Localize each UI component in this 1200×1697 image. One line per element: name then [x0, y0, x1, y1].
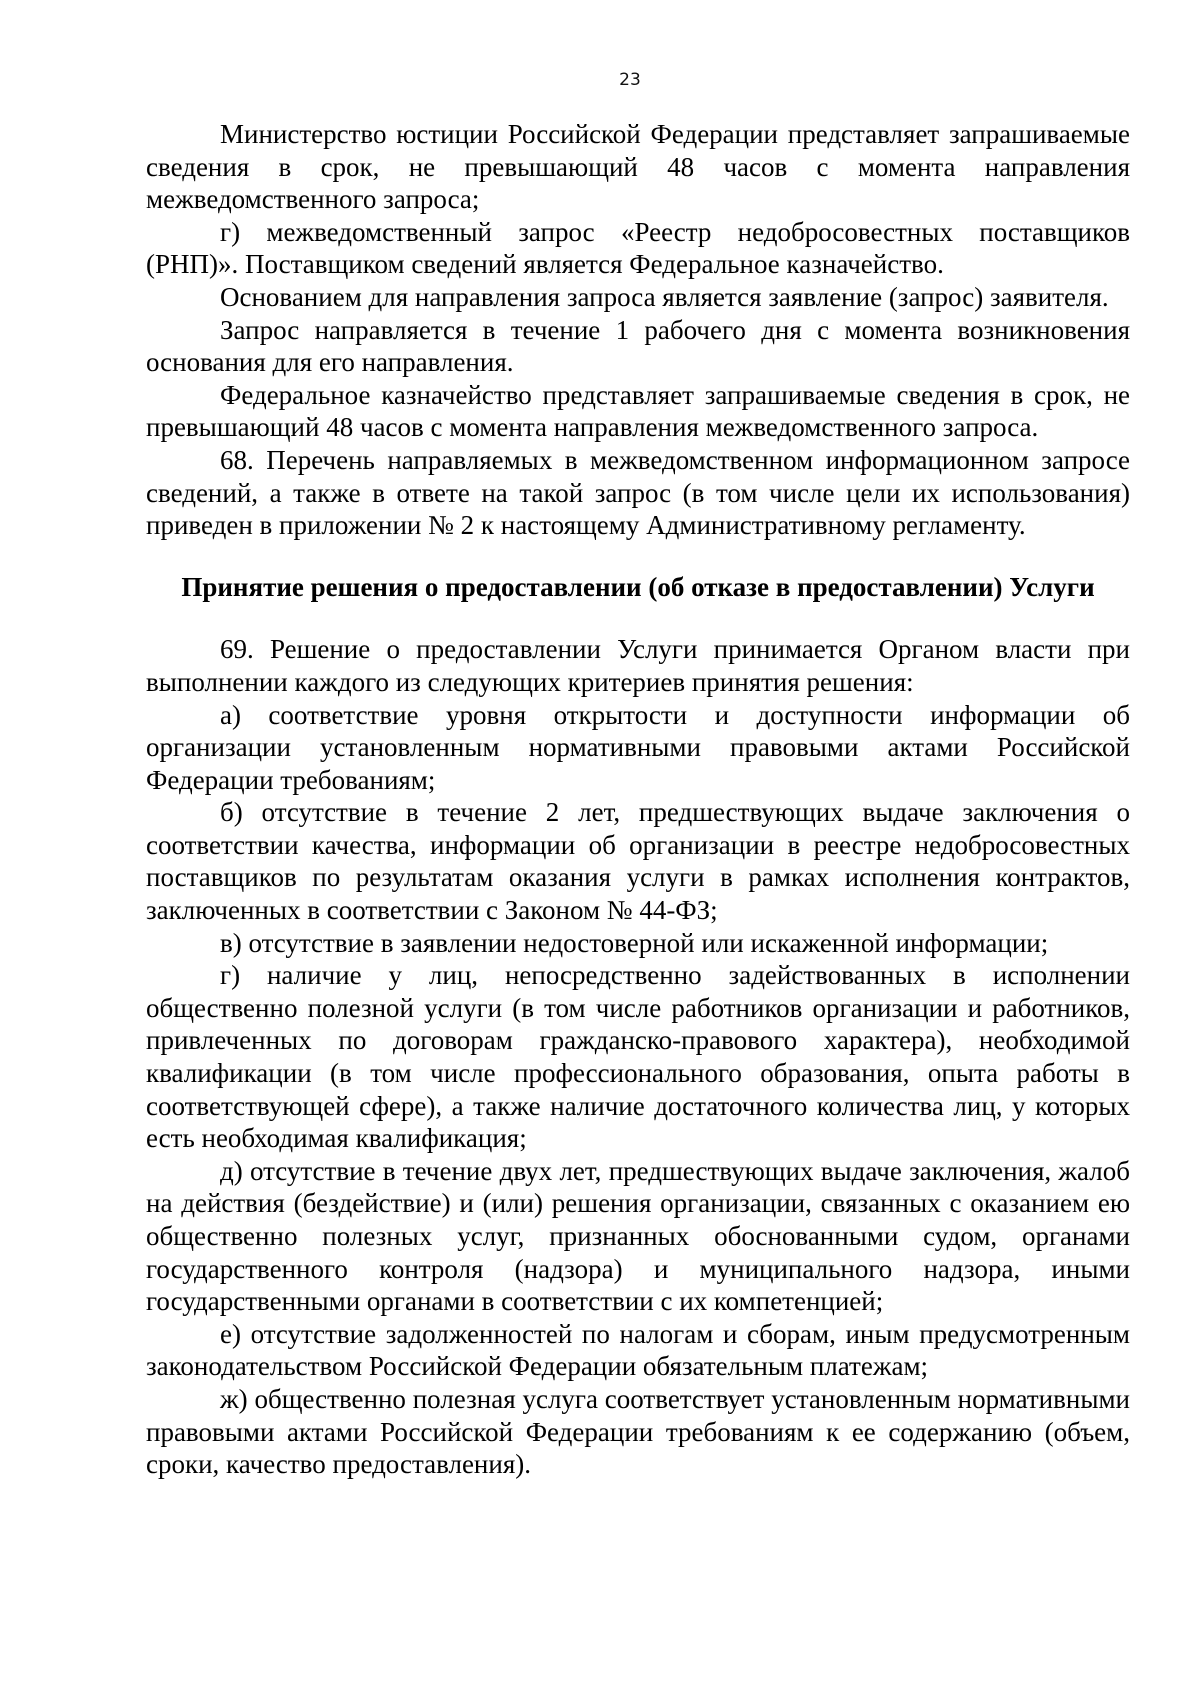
paragraph: б) отсутствие в течение 2 лет, предшествующих выдаче заключения о соответствии качества, информации об организации в реестре недобросовестных поставщиков по результатам оказания услуги в рамках исполнения контрактов, заключенных в соответствии с Законом № 44-ФЗ;	[146, 797, 1130, 926]
paragraph: Основанием для направления запроса является заявление (запрос) заявителя.	[220, 281, 1109, 312]
page-number: 23	[619, 70, 641, 90]
paragraph: е) отсутствие задолженностей по налогам и сборам, иным предусмотренным законодательством Российской Федерации обязательным платежам;	[146, 1318, 1130, 1382]
paragraph: Запрос направляется в течение 1 рабочего дня с момента возникновения основания для его направления.	[146, 314, 1130, 378]
paragraph: в) отсутствие в заявлении недостоверной или искаженной информации;	[220, 927, 1049, 958]
paragraph: 69. Решение о предоставлении Услуги принимается Органом власти при выполнении каждого из следующих критериев принятия решения:	[146, 634, 1130, 697]
paragraph: 68. Перечень направляемых в межведомственном информационном запросе сведений, а также в ответе на такой запрос (в том числе цели их использования) приведен в приложении № 2 к настоящему Административному регламенту.	[146, 444, 1130, 541]
paragraph: г) межведомственный запрос «Реестр недобросовестных поставщиков (РНП)». Поставщиком сведений является Федеральное казначейство.	[146, 216, 1130, 280]
paragraph: г) наличие у лиц, непосредственно задействованных в исполнении общественно полезной услуги (в том числе работников организации и работников, привлеченных по договорам гражданско-правового характера), необходимой квалификации (в том числе профессионального образования, опыта работы в соответствующей сфере), а также наличие достаточного количества лиц, у которых есть необходимая квалификация;	[146, 960, 1130, 1154]
document-body	[146, 118, 1130, 1481]
paragraph: а) соответствие уровня открытости и доступности информации об организации установленным нормативными правовыми актами Российской Федерации требованиям;	[146, 699, 1130, 795]
paragraph: ж) общественно полезная услуга соответствует установленным нормативными правовыми актами Российской Федерации требованиям к ее содержанию (объем, сроки, качество предоставления).	[146, 1383, 1130, 1480]
paragraph: Федеральное казначейство представляет запрашиваемые сведения в срок, не превышающий 48 часов с момента направления межведомственного запроса.	[146, 379, 1130, 443]
paragraph: Министерство юстиции Российской Федерации представляет запрашиваемые сведения в срок, не превышающий 48 часов с момента направления межведомственного запроса;	[146, 119, 1130, 215]
section-heading: Принятие решения о предоставлении (об отказе в предоставлении) Услуги	[181, 571, 1095, 602]
paragraph: д) отсутствие в течение двух лет, предшествующих выдаче заключения, жалоб на действия (бездействие) и (или) решения организации, связанных с оказанием ею общественно полезных услуг, признанных обоснованными судом, органами государственного контроля (надзора) и муниципального надзора, иными государственными органами в соответствии с их компетенцией;	[146, 1155, 1130, 1317]
